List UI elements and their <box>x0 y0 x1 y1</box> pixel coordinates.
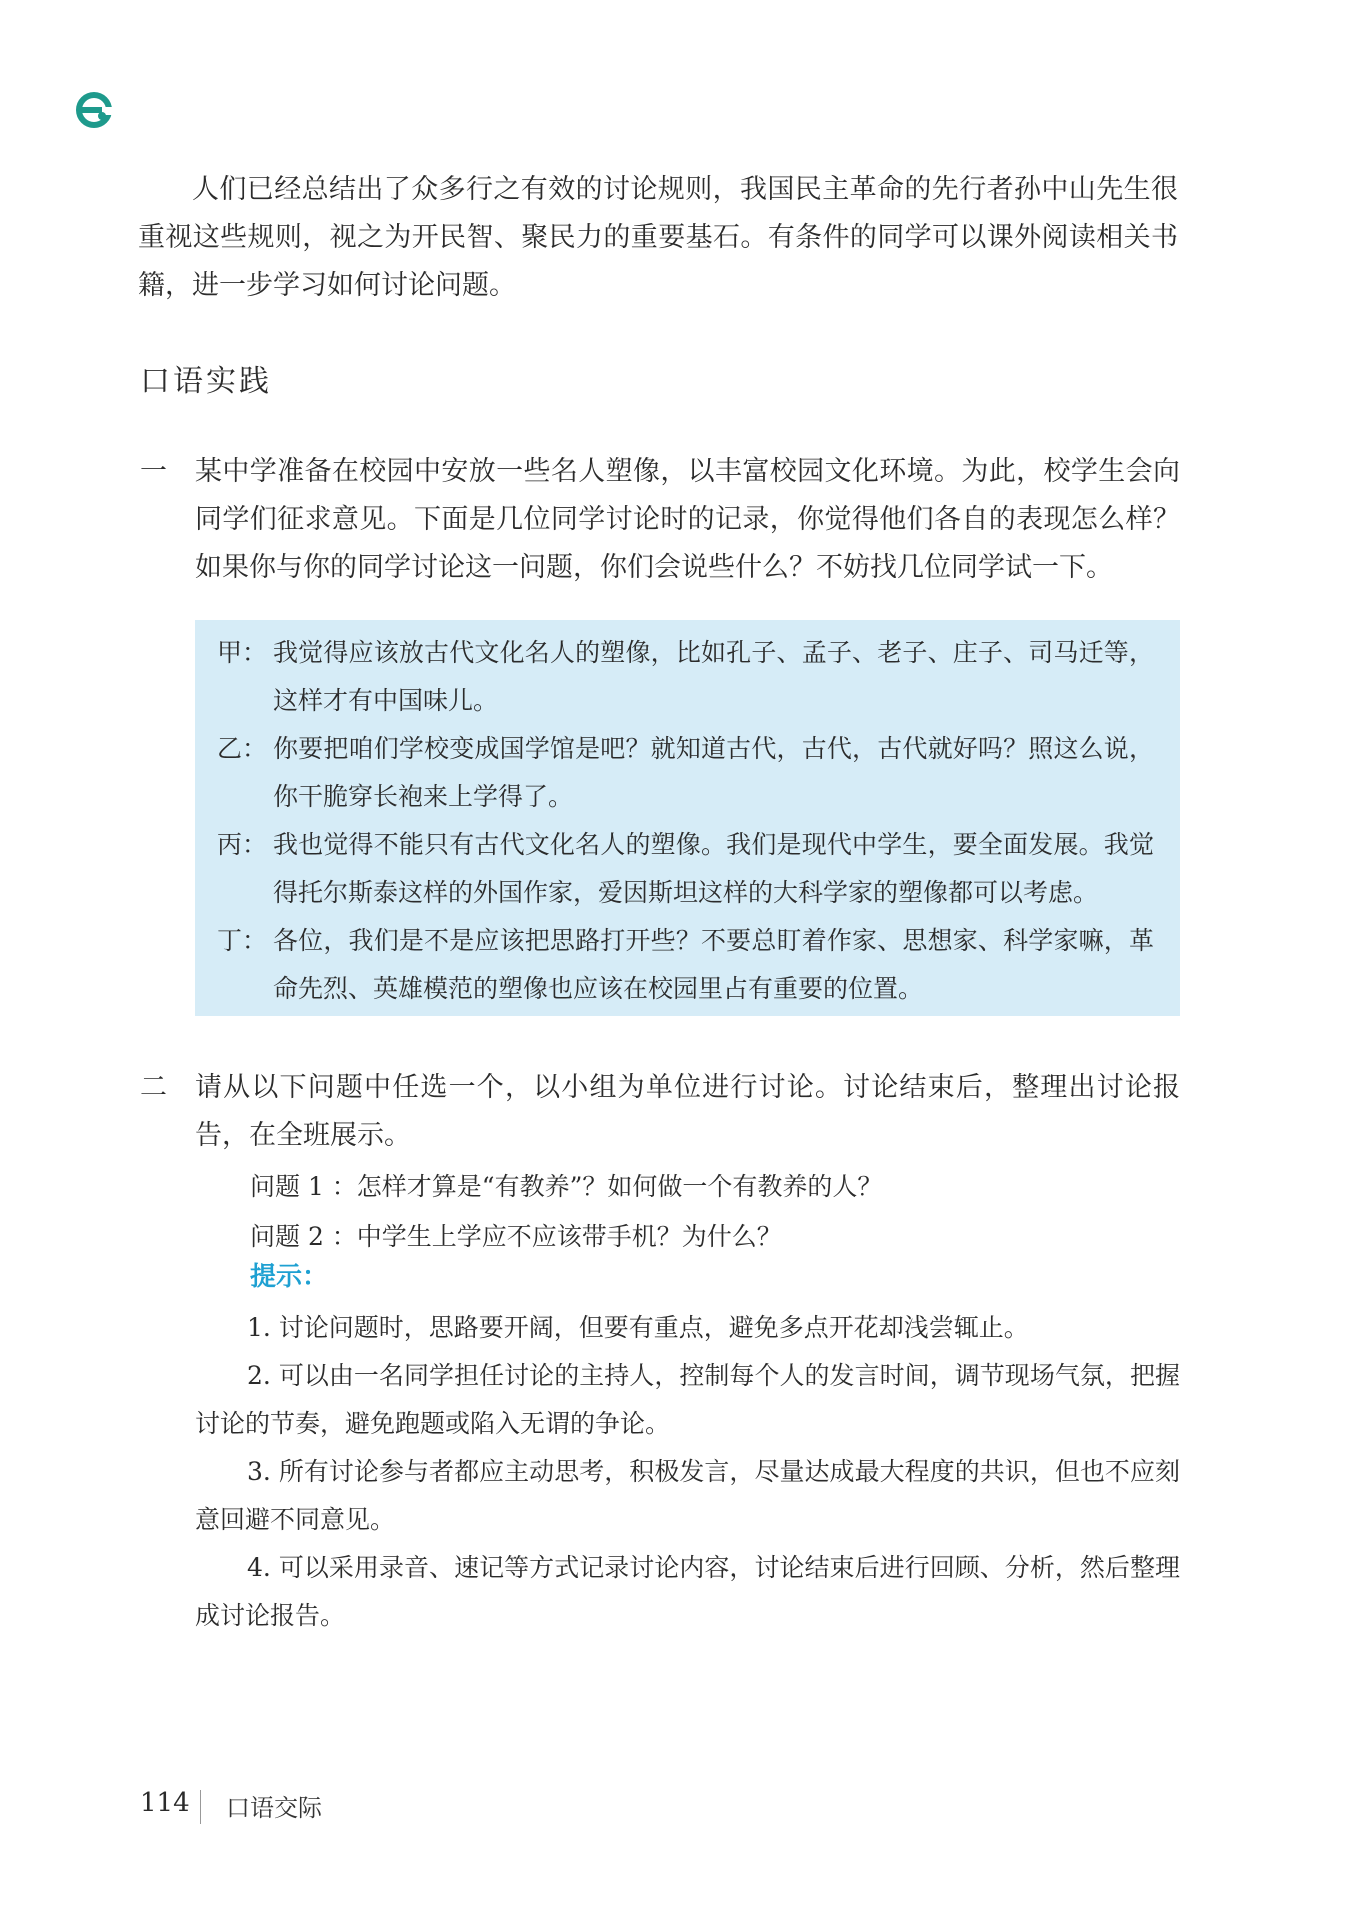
footer-section-label: 口语交际 <box>226 1794 322 1822</box>
e-logo-icon <box>74 90 114 130</box>
tip-item: 4. 可以采用录音、速记等方式记录讨论内容，讨论结束后进行回顾、分析，然后整理成讨论报告。 <box>195 1553 1180 1630</box>
question-list <box>250 1162 1180 1262</box>
dialogue-box <box>195 620 1180 1016</box>
speaker-yi: 乙： <box>217 734 268 763</box>
dialogue-line <box>217 821 1154 917</box>
dialogue-text: 我觉得应该放古代文化名人的塑像，比如孔子、孟子、老子、庄子、司马迁等，这样才有中国味儿。 <box>273 638 1154 715</box>
dialogue-line <box>217 917 1154 1013</box>
footer-divider <box>200 1790 201 1824</box>
speaker-bing: 丙： <box>217 830 268 859</box>
task-one-number: 一 <box>140 456 167 487</box>
dialogue-text: 你要把咱们学校变成国学馆是吧？就知道古代，古代，古代就好吗？照这么说，你干脆穿长袍来上学得了。 <box>273 734 1154 811</box>
dialogue-text: 我也觉得不能只有古代文化名人的塑像。我们是现代中学生，要全面发展。我觉得托尔斯泰这样的外国作家，爱因斯坦这样的大科学家的塑像都可以考虑。 <box>273 830 1154 907</box>
hint-label: 提示： <box>250 1262 329 1292</box>
intro-paragraph: 人们已经总结出了众多行之有效的讨论规则，我国民主革命的先行者孙中山先生很重视这些规则，视之为开民智、聚民力的重要基石。有条件的同学可以课外阅读相关书籍，进一步学习如何讨论问题。 <box>138 174 1178 301</box>
task-two <box>140 1064 1180 1160</box>
tip-item: 3. 所有讨论参与者都应主动思考，积极发言，尽量达成最大程度的共识，但也不应刻意回避不同意见。 <box>195 1457 1180 1534</box>
task-two-text: 请从以下问题中任选一个，以小组为单位进行讨论。讨论结束后，整理出讨论报告，在全班展示。 <box>195 1072 1180 1151</box>
task-one <box>140 448 1180 592</box>
dialogue-line <box>217 629 1154 725</box>
task-two-number: 二 <box>140 1072 167 1103</box>
page-number: 114 <box>140 1788 190 1818</box>
question-item: 问题 2 ：中学生上学应不应该带手机？为什么？ <box>250 1222 782 1251</box>
task-one-text: 某中学准备在校园中安放一些名人塑像，以丰富校园文化环境。为此，校学生会向同学们征求意见。下面是几位同学讨论时的记录，你觉得他们各自的表现怎么样？如果你与你的同学讨论这一问题，你们会说些什么？不妨找几位同学试一下。 <box>195 456 1180 583</box>
tip-item: 1. 讨论问题时，思路要开阔，但要有重点，避免多点开花却浅尝辄止。 <box>247 1313 1029 1342</box>
tips-list <box>195 1304 1180 1640</box>
speaker-ding: 丁： <box>217 926 268 955</box>
dialogue-line <box>217 725 1154 821</box>
speaker-jia: 甲： <box>217 638 268 667</box>
question-item: 问题 1 ：怎样才算是“有教养”？如何做一个有教养的人？ <box>250 1172 883 1201</box>
dialogue-text: 各位，我们是不是应该把思路打开些？不要总盯着作家、思想家、科学家嘛，革命先烈、英雄模范的塑像也应该在校园里占有重要的位置。 <box>273 926 1154 1003</box>
section-title: 口语实践 <box>140 364 272 399</box>
tip-item: 2. 可以由一名同学担任讨论的主持人，控制每个人的发言时间，调节现场气氛，把握讨论的节奏，避免跑题或陷入无谓的争论。 <box>195 1361 1180 1438</box>
